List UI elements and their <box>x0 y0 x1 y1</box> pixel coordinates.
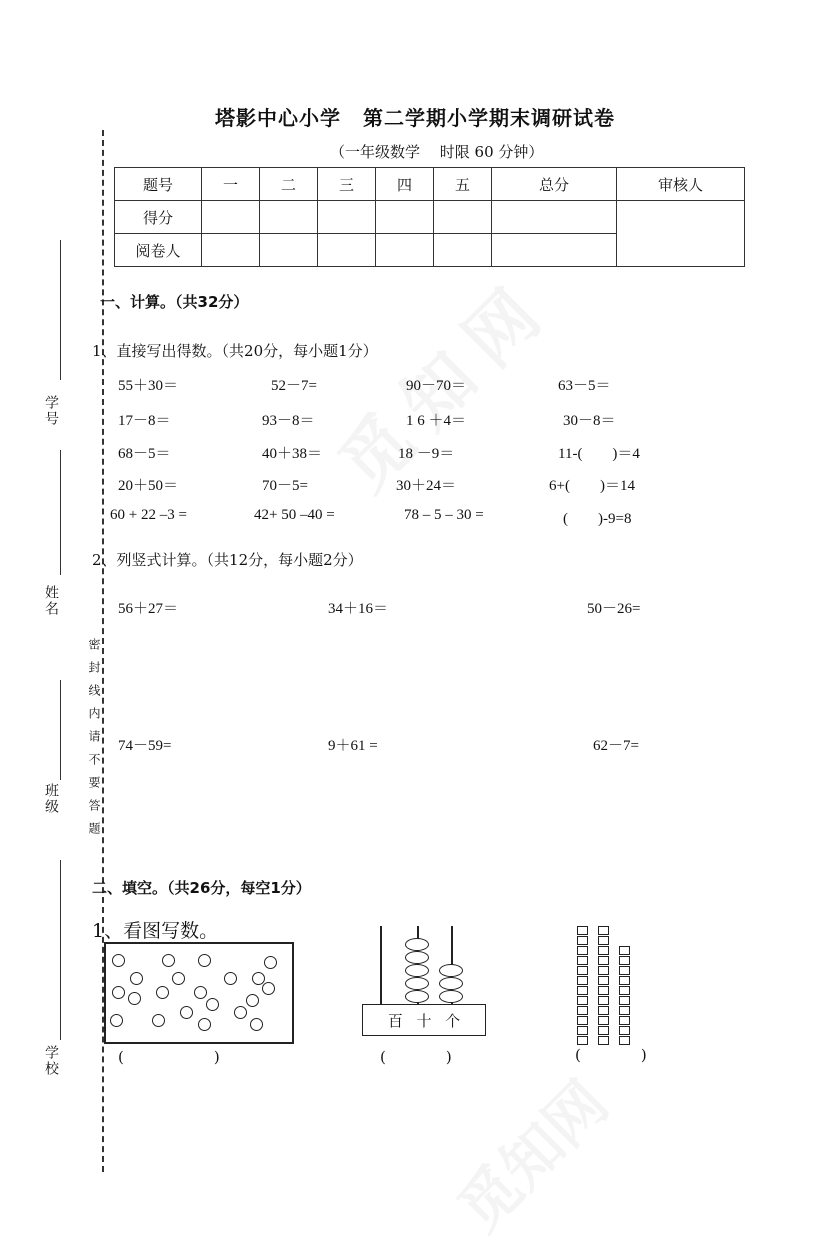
cube <box>598 926 609 935</box>
score-input-cell[interactable] <box>434 201 492 234</box>
problem: 40＋38＝ <box>262 446 323 462</box>
circle <box>198 1018 211 1031</box>
circle <box>194 986 207 999</box>
circle <box>262 982 275 995</box>
cube <box>577 1026 588 1035</box>
problem: 17－8＝ <box>118 413 171 429</box>
cube-column-partial <box>619 946 630 1046</box>
score-input-cell[interactable] <box>202 201 260 234</box>
table-cell: 五 <box>434 168 492 201</box>
school-label: 学校 <box>43 1045 59 1077</box>
question-look-write-title: 1、看图写数。 <box>92 920 219 942</box>
score-table <box>114 167 745 267</box>
circle <box>246 994 259 1007</box>
circles-picture <box>104 942 294 1044</box>
circle <box>128 992 141 1005</box>
problem: 30－8＝ <box>563 413 616 429</box>
cube <box>619 946 630 955</box>
circle <box>206 998 219 1011</box>
table-cell: 二 <box>260 168 318 201</box>
ten-cube-column <box>577 926 588 1046</box>
cube <box>598 936 609 945</box>
cube <box>577 966 588 975</box>
score-input-cell[interactable] <box>318 201 376 234</box>
problem: 68－5＝ <box>118 446 171 462</box>
cube <box>598 966 609 975</box>
grader-input-cell[interactable] <box>492 234 617 267</box>
cube <box>577 1016 588 1025</box>
circle <box>250 1018 263 1031</box>
problem: 78 – 5 – 30 = <box>404 507 484 523</box>
abacus-bead <box>405 951 429 964</box>
problem: 52－7= <box>271 378 317 394</box>
page-title <box>0 102 830 131</box>
table-cell: 阅卷人 <box>115 234 202 267</box>
circle <box>110 1014 123 1027</box>
name-line-top <box>60 450 61 575</box>
grader-input-cell[interactable] <box>434 234 492 267</box>
answer-blank-cubes[interactable]: ( ) <box>575 1046 647 1064</box>
subtitle: （一年级数学 时限 60 分钟） <box>330 143 544 161</box>
vertical-problem: 50－26= <box>587 601 641 617</box>
abacus-bead <box>405 977 429 990</box>
ten-cube-column <box>598 926 609 1046</box>
circle <box>152 1014 165 1027</box>
abacus-bead <box>405 964 429 977</box>
cube <box>619 976 630 985</box>
cube <box>619 996 630 1005</box>
circle <box>264 956 277 969</box>
table-cell: 总分 <box>492 168 617 201</box>
answer-blank-circles[interactable]: ( ) <box>118 1048 220 1066</box>
circle <box>224 972 237 985</box>
problem: 63－5＝ <box>558 378 611 394</box>
cube <box>598 1026 609 1035</box>
question-2-title: 2、列竖式计算。（共12分，每小题2分） <box>92 551 363 569</box>
question-1-title: 1、直接写出得数。（共20分，每小题1分） <box>92 342 378 360</box>
vertical-problem: 9＋61 = <box>328 738 378 754</box>
problem: 30＋24＝ <box>396 478 457 494</box>
abacus-bead <box>439 964 463 977</box>
cube <box>619 986 630 995</box>
cube <box>577 1006 588 1015</box>
cube <box>598 956 609 965</box>
exam-name: 第二学期小学期末调研试卷 <box>363 106 615 130</box>
circle <box>198 954 211 967</box>
circle <box>172 972 185 985</box>
vertical-problem: 62－7= <box>593 738 639 754</box>
problem: 42+ 50 –40 = <box>254 507 335 523</box>
vertical-problem: 56＋27＝ <box>118 601 179 617</box>
cube <box>577 986 588 995</box>
cube <box>598 946 609 955</box>
reviewer-cell[interactable] <box>617 201 745 267</box>
circle <box>234 1006 247 1019</box>
table-cell: 四 <box>376 168 434 201</box>
student-id-label: 学号 <box>43 395 59 427</box>
table-cell: 题号 <box>115 168 202 201</box>
abacus-label-hundreds: 百 <box>387 1011 403 1030</box>
cube <box>619 956 630 965</box>
watermark-bottom <box>436 1059 624 1247</box>
table-cell: 一 <box>202 168 260 201</box>
cube <box>619 1016 630 1025</box>
class-line-top <box>60 680 61 780</box>
circle <box>130 972 143 985</box>
cube <box>619 1006 630 1015</box>
vertical-problem: 34＋16＝ <box>328 601 389 617</box>
score-input-cell[interactable] <box>492 201 617 234</box>
seal-hint: 密封线内请不要答题 <box>87 638 101 845</box>
section-1-title: 一、计算。（共32分） <box>100 293 249 311</box>
grader-input-cell[interactable] <box>318 234 376 267</box>
problem: 20＋50＝ <box>118 478 179 494</box>
table-cell: 三 <box>318 168 376 201</box>
problem: 6+( )＝14 <box>549 478 635 494</box>
section-2-title: 二、填空。（共26分，每空1分） <box>92 879 311 897</box>
abacus-bead <box>439 977 463 990</box>
cube <box>619 1026 630 1035</box>
cube <box>577 926 588 935</box>
circle <box>112 986 125 999</box>
cube <box>577 976 588 985</box>
abacus-label-tens: 十 <box>416 1011 432 1030</box>
score-input-cell[interactable] <box>260 201 318 234</box>
answer-blank-abacus[interactable]: ( ) <box>380 1048 452 1066</box>
table-cell: 得分 <box>115 201 202 234</box>
class-label: 班级 <box>43 783 59 815</box>
cube <box>598 986 609 995</box>
problem: 55＋30＝ <box>118 378 179 394</box>
circle <box>112 954 125 967</box>
cube <box>619 966 630 975</box>
school-name: 塔影中心小学 <box>215 106 341 130</box>
circle <box>180 1006 193 1019</box>
cube <box>598 1016 609 1025</box>
student-id-line <box>60 240 61 380</box>
name-label: 姓名 <box>43 585 59 617</box>
problem: 18 －9＝ <box>398 446 455 462</box>
problem: 1 6 ＋4＝ <box>406 413 467 429</box>
abacus-label-ones: 个 <box>445 1011 461 1030</box>
problem: 93－8＝ <box>262 413 315 429</box>
abacus-bead <box>405 990 429 1003</box>
cube <box>598 996 609 1005</box>
abacus-bead <box>439 990 463 1003</box>
cube <box>577 946 588 955</box>
problem: 11-( )＝4 <box>558 446 640 462</box>
abacus-base <box>362 1004 486 1036</box>
problem: 60 + 22 –3 = <box>110 507 187 523</box>
circle <box>162 954 175 967</box>
problem: ( )-9=8 <box>563 511 632 527</box>
abacus-bead <box>405 938 429 951</box>
grader-input-cell[interactable] <box>376 234 434 267</box>
cube <box>598 1006 609 1015</box>
cube <box>598 976 609 985</box>
table-cell: 审核人 <box>617 168 745 201</box>
abacus-rod-hundreds <box>380 926 382 1006</box>
problem: 90－70＝ <box>406 378 467 394</box>
table-row <box>115 168 745 201</box>
score-input-cell[interactable] <box>376 201 434 234</box>
cube <box>577 996 588 1005</box>
school-line <box>60 860 61 1040</box>
circle <box>156 986 169 999</box>
cube <box>577 956 588 965</box>
grader-input-cell[interactable] <box>260 234 318 267</box>
problem: 70－5= <box>262 478 308 494</box>
table-row <box>115 201 745 234</box>
grader-input-cell[interactable] <box>202 234 260 267</box>
cube <box>577 936 588 945</box>
vertical-problem: 74－59= <box>118 738 172 754</box>
